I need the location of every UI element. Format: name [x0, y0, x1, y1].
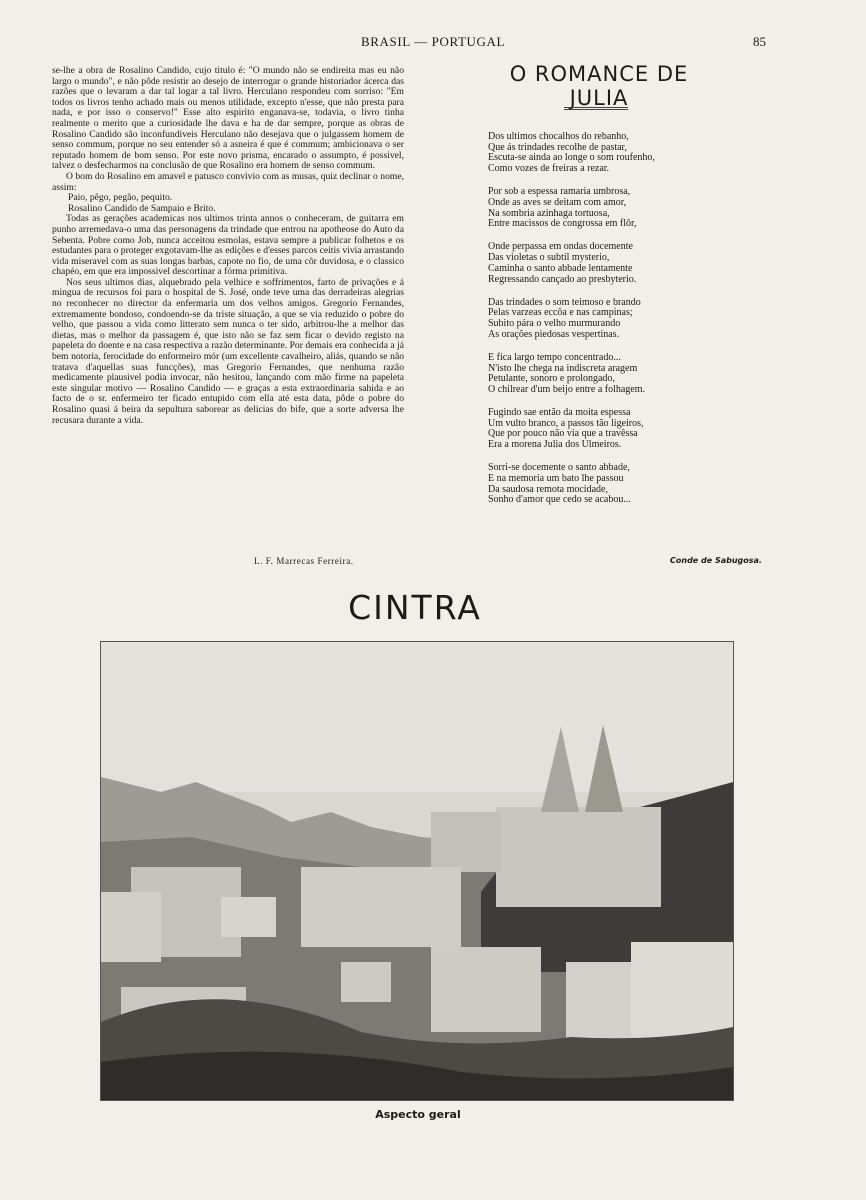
running-title: BRASIL — PORTUGAL: [360, 34, 505, 49]
poem-line: Entre macissos de congrossa em flôr,: [488, 218, 637, 230]
poem-line: Onde as aves se deitam com amor,: [488, 196, 627, 208]
article-paragraph: se-lhe a obra de Rosalino Candido, cujo titulo é: "O mundo não se endireita mas eu não largo o mundo", e não pôde resistir ao desejo de interrogar o grande historiador ácerca das razões que o levaram a dar tal logar a tal livro. Herculano respondeu com sorriso: "Em todos os livros tenho achado mais ou menos utilidade, excepto n'esse, que não presta para nada, e por isso o conservo!" Esse alto espirito enganava-se, todavia, o livro tinha realmente o merito que a curiosidade lhe dava e ha de dar sempre, porque as obras de Rosalino Candido são inconfundiveis Herculano não desejava que o julgassem homem de senso commum, porque no seu entender só a asneira é que é commum; ambicionava o ser reputado homem de bom senso. Por este novo prisma, encarado o assumpto, é possivel, talvez o desfecharmos na conclusão de que Rosalino era homem de senso commum.: [52, 65, 404, 172]
poem-line: Petulante, sonoro e prolongado,: [488, 373, 615, 385]
poem-stanza: [488, 463, 748, 506]
poem-line: Regressando cançado ao presbyterio.: [488, 273, 637, 285]
poem-line: Que ás trindades recolhe de pastar,: [488, 141, 627, 153]
poem-line: Das trindades o som teimoso e brando: [488, 296, 641, 308]
article-paragraph: O bom do Rosalino em amavel e patusco convivio com as musas, quiz declinar o nome, assim:: [52, 170, 404, 193]
article-paragraph: Todas as gerações academicas nos ultimos trinta annos o conheceram, de guitarra em punho arremedava-o uma das personagens da trindade que entrou na apotheose do Auto da Sebenta. Pobre como Job, nunca acceitou esmolas, estava sempre a publicar folhetos e os estudantes para o proteger exgotavam-lhe as edições e d'esses parcos ceitis vivia arrastando vida miseravel com as suas longas barbas, capote no fio, de uma côr duvidosa, e o classico chapéo, em que era impossivel descortinar a fórma primitiva.: [52, 213, 404, 278]
poem-line: Caminha o santo abbade lentamente: [488, 262, 633, 274]
poem-line: Pelas varzeas eccôa e nas campinas;: [488, 307, 633, 319]
poem-line: Um vulto branco, a passos tão ligeiros,: [488, 417, 644, 429]
poem-body: [488, 132, 748, 518]
poem-stanza: [488, 408, 748, 451]
poem-title: O ROMANCE DE JULIA: [509, 62, 689, 110]
poem-line: Que por pouco não via que a travêssa: [488, 428, 638, 440]
article-paragraph: Nos seus ultimos dias, alquebrado pela velhice e soffrimentos, farto de privações e á mingua de recursos foi para o hospital de S. José, onde teve uma das derradeiras alegrias no reconhecer no director da enfermaria um dos velhos amigos. Gregorio Fernandes, extremamente bondoso, condoendo-se da triste situação, a que se via reduzido o pobre do velho, que passou a vida como litterato sem nunca o ter sido, arbitrou-lhe a melhor das dietas, mas o melhor da passagem é, que isto não se faz sem ficar o devido registo na papeleta do doente e na casa respectiva a razão determinante. Por demais era conhecida a já bem notoria, ferocidade do enformeiro mór (um excellente cavalheiro, aliás, quando se não tratava d'aquellas suas funcções), mas Gregorio Fernandes, que nenhuma razão medicamente plausivel podia invocar, não hesitou, lançando com mão firme na papeleta este singular motivo — Rosalino Candido — e graças a esta extraordinaria sahida e ao facto de o sr. enfermeiro ter ficado entupido com ella até esta data, pôde o pobre do Rosalino quasi á beira da sepultura saborear as delicias do bife, que a sorte adversa lhe recusara durante a vida.: [52, 276, 404, 426]
poem-author: Conde de Sabugosa.: [670, 556, 762, 565]
article-signature: L. F. Marrecas Ferreira.: [254, 556, 354, 566]
title-divider: [564, 107, 628, 110]
poem-line: Subito pára o velho murmurando: [488, 318, 621, 330]
poem-line: O chilrear d'um beijo entre a folhagem.: [488, 383, 646, 395]
poem-line: Sonho d'amor que cedo se acabou...: [488, 494, 631, 506]
poem-line: Sorri-se docemente o santo abbade,: [488, 462, 630, 474]
page-number: 85: [753, 34, 766, 49]
poem-line: Escuta-se ainda ao longe o som roufenho,: [488, 152, 655, 164]
poem-line: Onde perpassa em ondas docemente: [488, 241, 633, 253]
poem-line: E fica largo tempo concentrado...: [488, 351, 621, 363]
poem-line: Das violetas o subtil mysterio,: [488, 252, 610, 264]
poem-line: Por sob a espessa ramaria umbrosa,: [488, 186, 631, 198]
article-verse: Paio, pêgo, pegão, pequito.: [68, 192, 173, 204]
cintra-photograph: [100, 641, 734, 1101]
poem-line: Da saudosa remota mocidade,: [488, 483, 608, 495]
poem-stanza: [488, 187, 748, 230]
poem-line: Como vozes de freiras a rezar.: [488, 163, 610, 175]
poem-line: N'isto lhe chega na indiscreta aragem: [488, 362, 638, 374]
photo-caption: Aspecto geral: [375, 1108, 461, 1121]
article-column: [52, 66, 404, 426]
poem-line: Era a morena Julia dos Ulmeiros.: [488, 439, 622, 451]
poem-stanza: [488, 298, 748, 341]
poem-stanza: [488, 353, 748, 396]
poem-line: As orações piedosas vespertinas.: [488, 328, 620, 340]
poem-line: Fugindo sae então da moita espessa: [488, 407, 631, 419]
poem-line: Dos ultimos chocalhos do rebanho,: [488, 131, 629, 142]
poem-line: E na memoria um bato lhe passou: [488, 472, 624, 484]
poem-line: Na sombria azinhaga tortuosa,: [488, 207, 610, 219]
poem-stanza: [488, 132, 748, 175]
section-title: CINTRA: [348, 588, 482, 627]
article-verse: Rosalino Candido de Sampaio e Brito.: [68, 202, 216, 214]
poem-stanza: [488, 242, 748, 285]
